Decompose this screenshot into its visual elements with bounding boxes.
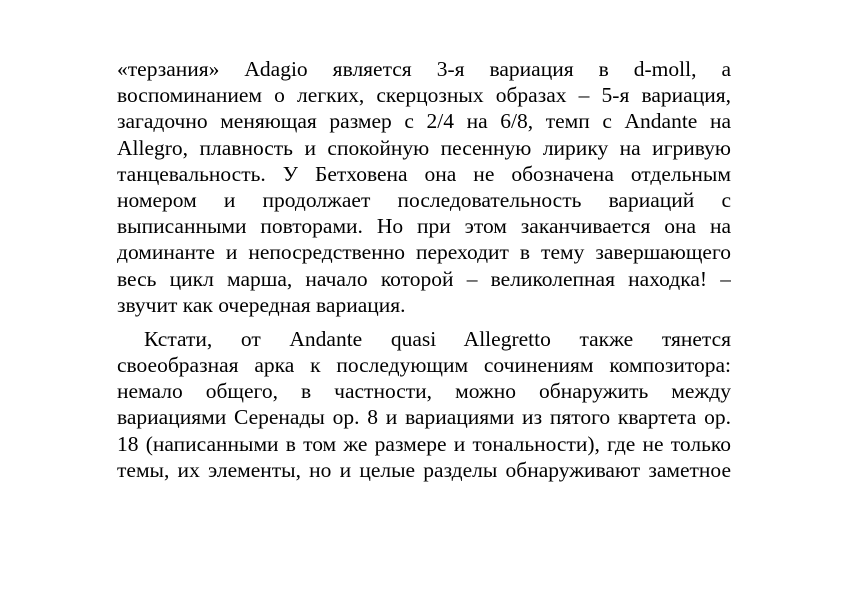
text-line: весь цикл марша, начало которой – великолепная находка! –: [117, 266, 731, 291]
paragraph-1: [117, 56, 731, 318]
text-line: темы, их элементы, но и целые разделы обнаруживают заметное: [117, 457, 731, 482]
body-text: [117, 56, 731, 483]
text-line: звучит как очередная вариация.: [117, 292, 406, 317]
text-line: номером и продолжает последовательность вариаций с: [117, 187, 731, 212]
text-line: немало общего, в частности, можно обнаружить между: [117, 379, 731, 404]
text-line: воспоминанием о легких, скерцозных образах – 5-я вариация,: [117, 83, 731, 108]
text-line: Кстати, от Andante quasi Allegretto также тянется: [144, 326, 731, 351]
text-line: Allegro, плавность и спокойную песенную лирику на игривую: [117, 135, 731, 160]
text-line: доминанте и непосредственно переходит в тему завершающего: [117, 240, 731, 265]
text-line: своеобразная арка к последующим сочинениям композитора:: [117, 353, 731, 378]
text-line: 18 (написанными в том же размере и тональности), где не только: [117, 431, 731, 456]
text-line: «терзания» Adagio является 3-я вариация в d-moll, а: [117, 57, 731, 81]
paragraph-2: [117, 326, 731, 483]
text-line: танцевальность. У Бетховена она не обозначена отдельным: [117, 161, 731, 186]
text-line: загадочно меняющая размер с 2/4 на 6/8, темп с Andante на: [117, 109, 731, 134]
text-line: вариациями Серенады ор. 8 и вариациями из пятого квартета ор.: [117, 405, 731, 430]
text-line: выписанными повторами. Но при этом заканчивается она на: [117, 214, 731, 239]
